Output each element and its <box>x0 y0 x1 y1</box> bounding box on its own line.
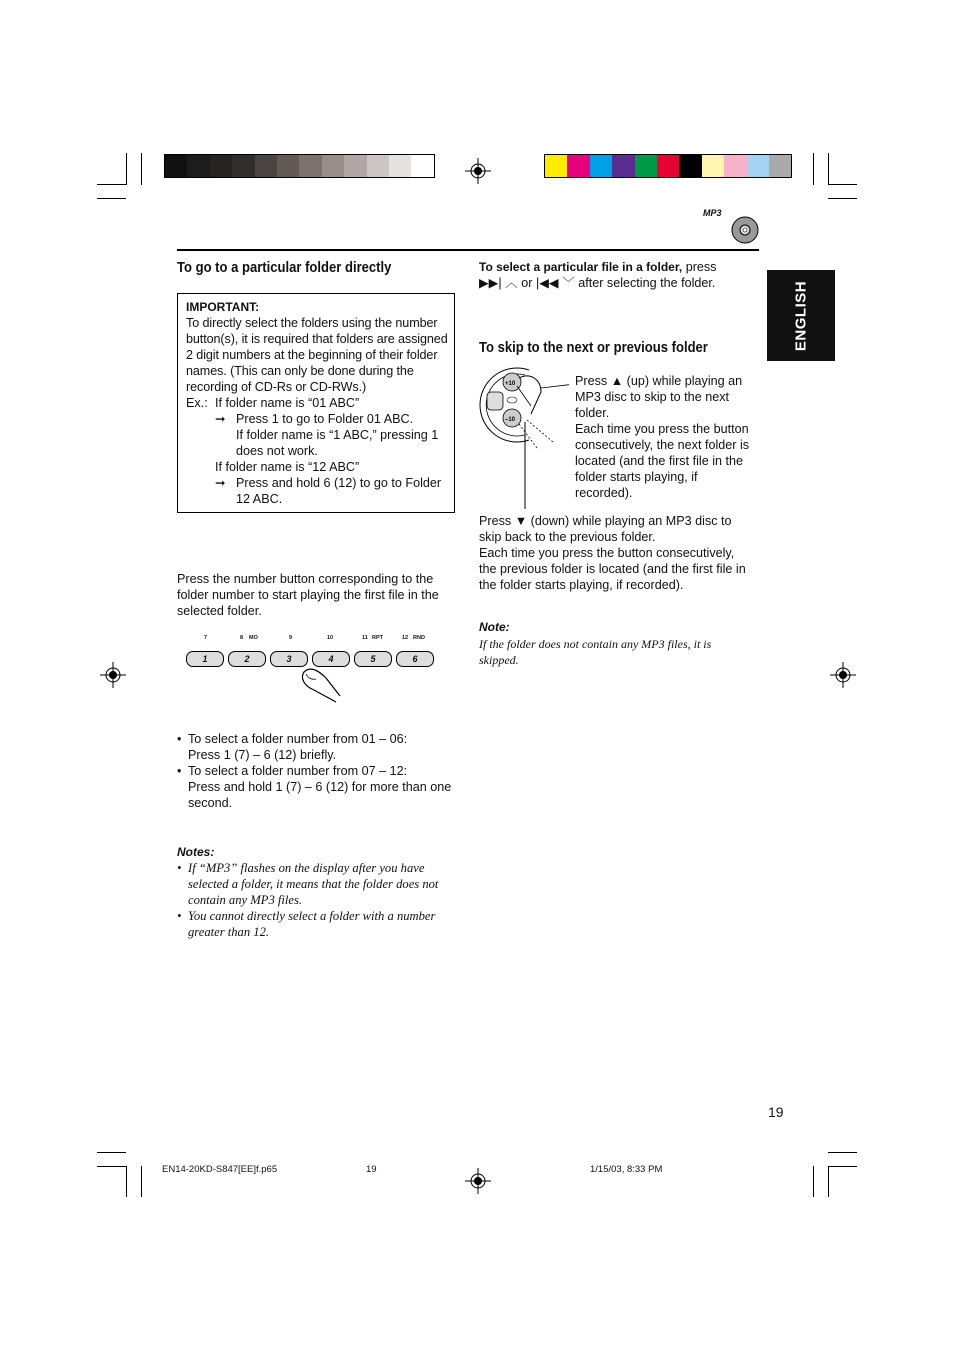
note-text: If the folder does not contain any MP3 files, it is skipped. <box>479 637 712 667</box>
notes-title: Notes: <box>177 845 215 859</box>
color-swatch <box>702 155 724 177</box>
next-track-icon: ▶▶| <box>479 276 502 290</box>
list-item: • If “MP3” flashes on the display after you have selected a folder, it means that the folder does not contain any MP3 files. <box>177 860 455 908</box>
prev-track-icon: |◀◀ <box>535 276 559 290</box>
note-title: Note: <box>479 620 510 634</box>
dial-plus-label: +10 <box>505 381 516 387</box>
number-button-6[interactable]: 6 <box>396 651 434 667</box>
crop-mark <box>97 1152 126 1153</box>
crop-mark <box>828 184 857 185</box>
example-2-result: Press and hold 6 (12) to go to Folder 12 ABC. <box>236 476 442 506</box>
important-title: IMPORTANT: <box>186 300 260 314</box>
top-rule <box>177 249 759 251</box>
color-swatch <box>322 155 344 177</box>
control-dial-illustration <box>479 366 569 511</box>
important-body: To directly select the folders using the number button(s), it is required that folders are assigned 2 digit numbers at the beginning of their folder names. (This can only be done during the recording of CD-Rs or CD-RWs.) <box>186 316 448 394</box>
crop-mark <box>97 198 126 199</box>
crop-mark <box>97 184 126 185</box>
example-1: If folder name is “01 ABC” <box>215 396 360 410</box>
finger-icon <box>296 664 346 704</box>
registration-mark-icon <box>100 662 126 688</box>
select-file-text: To select a particular file in a folder, press ▶▶| ︿ or |◀◀ ﹀ after selecting the folder. <box>479 260 717 290</box>
crop-mark <box>828 1166 857 1167</box>
color-swatch <box>389 155 411 177</box>
color-swatch <box>255 155 277 177</box>
color-swatch <box>635 155 657 177</box>
button-top-label: 8 <box>240 635 244 641</box>
page-number: 19 <box>768 1104 784 1120</box>
color-swatch <box>367 155 389 177</box>
number-button-5[interactable]: 5 <box>354 651 392 667</box>
registration-mark-icon <box>830 662 856 688</box>
color-swatch <box>165 155 187 177</box>
example-1-note: If folder name is “1 ABC,” pressing 1 does not work. <box>236 428 439 458</box>
crop-mark <box>141 1166 142 1197</box>
up-instructions: Press ▲ (up) while playing an MP3 disc to skip to the next folder. <box>575 374 743 420</box>
disc-icon <box>730 215 760 245</box>
color-swatch <box>769 155 791 177</box>
number-button-3[interactable]: 3 <box>270 651 308 667</box>
list-item: • You cannot directly select a folder with a number greater than 12. <box>177 908 455 940</box>
down-instructions-more: Each time you press the button consecutively, the previous folder is located (and the first file in the folder starts playing, if recorded). <box>479 546 746 592</box>
intro-text: Press the number button corresponding to the folder number to start playing the first file in the selected folder. <box>177 572 439 618</box>
color-swatch <box>344 155 366 177</box>
example-label: Ex.: <box>186 396 208 410</box>
crop-mark <box>828 1152 857 1153</box>
dial-minus-label: –10 <box>505 417 516 423</box>
button-top-label: 10 <box>327 635 334 641</box>
button-top-label: 9 <box>289 635 293 641</box>
bullet-list <box>177 731 459 811</box>
color-swatch <box>210 155 232 177</box>
arrow-icon: ➞ <box>215 476 226 490</box>
button-top-label: 7 <box>204 635 208 641</box>
crop-mark <box>97 1166 126 1167</box>
crop-mark <box>828 1166 829 1197</box>
color-swatch <box>590 155 612 177</box>
color-swatch <box>679 155 701 177</box>
footer-page: 19 <box>366 1164 377 1175</box>
color-swatch <box>567 155 589 177</box>
section-heading-folder-direct: To go to a particular folder directly <box>177 260 392 276</box>
example-1-result: Press 1 to go to Folder 01 ABC. <box>236 412 414 426</box>
color-swatch <box>657 155 679 177</box>
language-label: ENGLISH <box>792 280 810 351</box>
crop-mark <box>828 153 829 185</box>
color-swatch <box>747 155 769 177</box>
list-item: • To select a folder number from 07 – 12: Press and hold 1 (7) – 6 (12) for more than one second. <box>177 763 459 811</box>
color-swatch <box>612 155 634 177</box>
gray-calibration-bar <box>164 154 435 178</box>
notes-list <box>177 860 455 940</box>
number-button-1[interactable]: 1 <box>186 651 224 667</box>
crop-mark <box>813 153 814 185</box>
button-top-label: 12 <box>402 635 409 641</box>
crop-mark <box>141 153 142 185</box>
button-top-label: MO <box>249 635 258 641</box>
color-calibration-bar <box>544 154 792 178</box>
button-top-label: 11 <box>362 635 368 641</box>
color-swatch <box>545 155 567 177</box>
language-tab <box>767 270 835 361</box>
number-button-4[interactable]: 4 <box>312 651 350 667</box>
color-swatch <box>277 155 299 177</box>
arrow-icon: ➞ <box>215 412 226 426</box>
color-swatch <box>187 155 209 177</box>
button-top-label: RPT <box>372 635 383 641</box>
crop-mark <box>126 153 127 185</box>
footer-date: 1/15/03, 8:33 PM <box>590 1164 663 1175</box>
example-2: If folder name is “12 ABC” <box>215 460 360 474</box>
color-swatch <box>411 155 433 177</box>
crop-mark <box>813 1166 814 1197</box>
color-swatch <box>724 155 746 177</box>
crop-mark <box>828 198 857 199</box>
registration-mark-icon <box>465 1168 491 1194</box>
color-swatch <box>299 155 321 177</box>
list-item: • To select a folder number from 01 – 06: Press 1 (7) – 6 (12) briefly. <box>177 731 459 763</box>
chevron-down-icon: ﹀ <box>562 276 575 290</box>
chevron-up-icon: ︿ <box>505 276 518 290</box>
crop-mark <box>126 1166 127 1197</box>
up-instructions-more: Each time you press the button consecutively, the next folder is located (and the first file in the folder starts playing, if recorded). <box>575 422 750 500</box>
down-instructions: Press ▼ (down) while playing an MP3 disc to skip back to the previous folder. <box>479 514 732 544</box>
mp3-badge: MP3 <box>703 208 722 218</box>
color-swatch <box>232 155 254 177</box>
footer-filename: EN14-20KD-S847[EE]f.p65 <box>162 1164 278 1175</box>
section-heading-skip-folder: To skip to the next or previous folder <box>479 340 708 356</box>
number-button-2[interactable]: 2 <box>228 651 266 667</box>
button-top-label: RND <box>413 635 425 641</box>
registration-mark-icon <box>465 158 491 184</box>
